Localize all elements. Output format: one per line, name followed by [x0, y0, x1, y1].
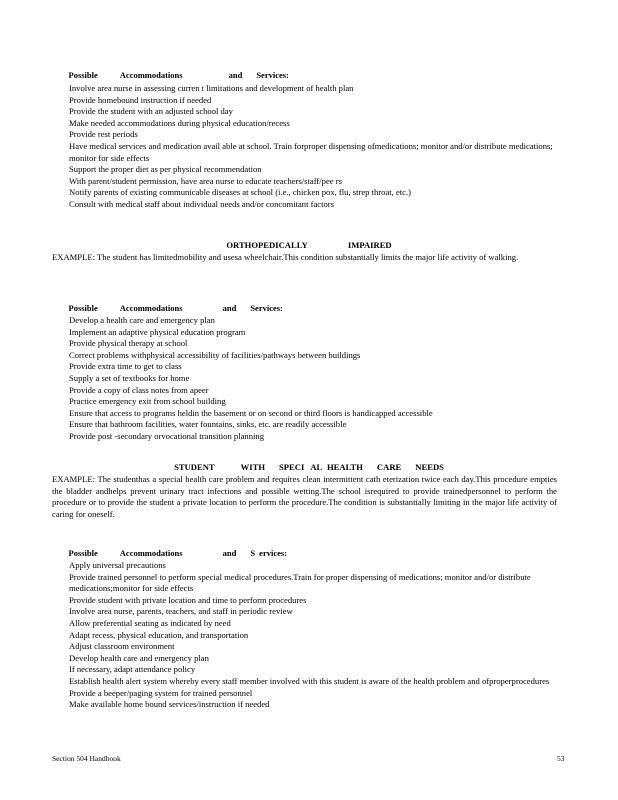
example-paragraph: EXAMPLE: The studenthas a special health care problem and requires clean intermittent cath eterization twice each day.This procedure empties the bladder andhelps prevent urinary tract infections and possible wetting.The school isrequired to provide trainedpersonnel to perform the procedure or to provide the student a private location to perform the procedure.The condition is substantially limiting in the major life activity of caring for oneself.	[52, 474, 557, 519]
list-item: Involve area nurse, parents, teachers, and staff in periodic review	[69, 606, 293, 617]
list-item: Correct problems withphysical accessibility of facilities/pathways between buildings	[69, 349, 361, 360]
example-paragraph: EXAMPLE: The student has limitedmobility and usesa wheelchair.This condition substantially limits the major life activity of walking.	[52, 252, 519, 262]
list-item: Make needed accommodations during physical education/recess	[69, 117, 290, 128]
list-item: Ensure that access to programs heldin the basement or on second or third floors is handicapped accessible	[69, 407, 433, 418]
list-item: Provide post -secondary orvocational transition planning	[69, 430, 264, 441]
list-item: Consult with medical staff about individual needs and/or concomitant factors	[69, 198, 334, 209]
heading-word: Accommodations	[119, 70, 183, 80]
list-item: Adjust classroom environment	[69, 641, 175, 652]
list-item: Provide a copy of class notes from apeer	[69, 384, 209, 395]
list-item: Provide homebound instruction if needed	[69, 94, 212, 105]
list-item: Ensure that bathroom facilities, water fountains, sinks, etc. are readily accessible	[69, 419, 347, 430]
heading-word: and	[228, 70, 243, 80]
list-item: Develop health care and emergency plan	[69, 652, 209, 663]
list-item: Provide physical therapy at school	[69, 338, 188, 349]
list-item: Provide student with private location and time to perform procedures	[69, 594, 307, 605]
list-item: Provide trained personnel to perform special medical procedures.Train for proper dispensing of medications; monitor and/or distribute medications;monitor for side effects	[69, 571, 531, 594]
list-item: Provide a beeper/paging system for trained personnel	[69, 687, 253, 698]
accommodations-list	[60, 315, 555, 443]
list-item: Establish health alert system whereby every staff member involved with this student is aware of the health problem and ofproperprocedures	[69, 675, 550, 686]
list-item: If necessary, adapt attendance policy	[69, 664, 196, 675]
section-title: STUDENT WITH SPECI AL HEALTH CARE NEEDS	[174, 462, 444, 472]
list-item: Adapt recess, physical education, and transportation	[69, 629, 249, 640]
list-item: Implement an adaptive physical education program	[69, 326, 246, 337]
list-item: Provide extra time to get to class	[69, 361, 182, 372]
list-item: Support the proper diet as per physical recommendation	[69, 164, 262, 175]
list-item: With parent/student permission, have area nurse to educate teachers/staff/pee rs	[69, 175, 342, 186]
list-item: Apply universal precautions	[69, 560, 166, 570]
list-item: Supply a set of textbooks for home	[69, 372, 190, 383]
page-number: 53	[557, 754, 565, 763]
list-item: Have medical services and medication avail able at school. Train forproper dispensing ofmedications; monitor and/or distribute medications; monitor for side effects	[69, 140, 553, 163]
list-item: Provide the student with an adjusted school day	[69, 106, 233, 117]
list-item: Make available home bound services/instruction if needed	[69, 699, 270, 710]
heading-word: Possible	[68, 70, 98, 80]
list-item: Provide rest periods	[69, 129, 138, 140]
section-title: ORTHOPEDICALLY IMPAIRED	[226, 240, 392, 250]
list-item: Notify parents of existing communicable diseases at school (i.e., chicken pox, flu, strep throat, etc.)	[69, 187, 411, 198]
list-item: Involve area nurse in assessing curren t limitations and development of health plan	[69, 83, 354, 93]
section-heading: Possible Accommodations and Services:	[68, 303, 283, 313]
list-item: Practice emergency exit from school building	[69, 396, 226, 407]
list-item: Allow preferential seating as indicated by need	[69, 617, 231, 628]
heading-word: Services:	[256, 70, 289, 80]
accommodations-list	[60, 83, 555, 211]
accommodations-list	[60, 560, 555, 711]
footer-handbook-title: Section 504 Handbook	[52, 754, 121, 763]
section-heading: Possible Accommodations and S ervices:	[68, 548, 288, 558]
list-item: Develop a health care and emergency plan	[69, 315, 215, 325]
